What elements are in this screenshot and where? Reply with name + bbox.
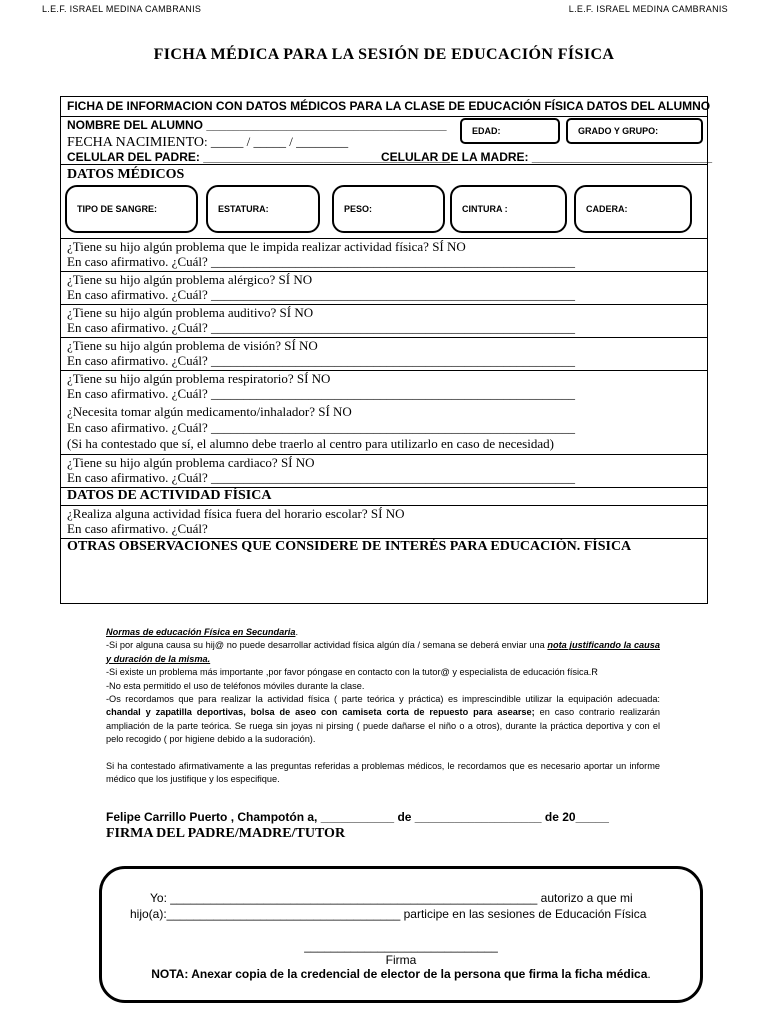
medication-answer-field[interactable]: En caso afirmativo. ¿Cuál? ________________________________________________________ bbox=[67, 420, 576, 435]
question-row-cardiac bbox=[61, 455, 707, 488]
birth-date-label: FECHA NACIMIENTO bbox=[67, 135, 205, 150]
birth-date-blank: : _____ / _____ / ________ bbox=[204, 134, 349, 149]
question-row-hearing bbox=[61, 305, 707, 338]
birth-date-field[interactable] bbox=[67, 133, 348, 151]
form-heading: FICHA DE INFORMACION CON DATOS MÉDICOS PARA LA CLASE DE EDUCACIÓN FÍSICA DATOS DEL ALUMNO bbox=[67, 99, 711, 113]
observations-area[interactable] bbox=[61, 539, 707, 603]
mother-phone-field[interactable]: CELULAR DE LA MADRE: ___________________________ bbox=[381, 150, 713, 164]
question-row-extra-activity bbox=[61, 506, 707, 539]
age-box[interactable]: EDAD: bbox=[460, 118, 560, 144]
blood-type-box[interactable]: TIPO DE SANGRE: bbox=[65, 185, 198, 233]
student-name-field[interactable]: NOMBRE DEL ALUMNO ____________________________________ bbox=[67, 118, 447, 132]
medical-form bbox=[60, 96, 713, 604]
rule-4-equipment: chandal y zapatilla deportivas, bolsa de aseo con camiseta corta de repuesto para asearse; bbox=[106, 707, 535, 718]
father-phone-field[interactable]: CELULAR DEL PADRE: _____________________________________ bbox=[67, 150, 451, 164]
authorization-yo-line[interactable]: Yo: _______________________________________________________ autorizo a que mi bbox=[150, 891, 633, 905]
medication-question: ¿Necesita tomar algún medicamento/inhalador? SÍ NO bbox=[67, 404, 352, 419]
weight-box[interactable]: PESO: bbox=[332, 185, 445, 233]
parent-signature-label: FIRMA DEL PADRE/MADRE/TUTOR bbox=[106, 826, 346, 841]
question-row-vision bbox=[61, 338, 707, 371]
answer-field[interactable]: En caso afirmativo. ¿Cuál? ________________________________________________________ bbox=[67, 353, 576, 368]
question-text: ¿Tiene su hijo algún problema que le impida realizar actividad física? SÍ NO bbox=[67, 239, 466, 254]
answer-field[interactable]: En caso afirmativo. ¿Cuál? bbox=[67, 521, 208, 536]
signature-label: Firma bbox=[385, 953, 417, 967]
medication-note: (Si ha contestado que sí, el alumno debe traerlo al centro para utilizarlo en caso de necesidad) bbox=[67, 436, 554, 451]
rule-4-rest: en caso contrario realizarán ampliación de la parte teórica. Se ruega sin joyas ni pirsing ( puede dañarse el niño o a otros), durante la práctica deportiva y con el pelo recogido ( por higiene debido a la sudoración). bbox=[106, 707, 660, 745]
question-text: ¿Tiene su hijo algún problema alérgico? SÍ NO bbox=[67, 272, 313, 287]
question-text: ¿Tiene su hijo algún problema respiratorio? SÍ NO bbox=[67, 371, 331, 386]
rule-2-text: -Si existe un problema más importante ,por favor póngase en contacto con la tutor@ y especialista de educación física.R bbox=[106, 667, 598, 678]
form-heading-row bbox=[61, 97, 711, 117]
authorization-child-line[interactable]: hijo(a):___________________________________ participe en las sesiones de Educación Física bbox=[130, 907, 647, 921]
question-text: ¿Tiene su hijo algún problema cardiaco? SÍ NO bbox=[67, 455, 315, 470]
header-right: L.E.F. ISRAEL MEDINA CAMBRANIS bbox=[568, 4, 728, 14]
note-text: NOTA: Anexar copia de la credencial de elector de la persona que firma la ficha médica bbox=[151, 967, 648, 981]
observations-title: OTRAS OBSERVACIONES QUE CONSIDERE DE INTERÉS PARA EDUCACIÓN. FÍSICA bbox=[67, 539, 632, 554]
answer-field[interactable]: En caso afirmativo. ¿Cuál? ________________________________________________________ bbox=[67, 254, 576, 269]
activity-title: DATOS DE ACTIVIDAD FÍSICA bbox=[67, 488, 272, 503]
grade-group-box[interactable]: GRADO Y GRUPO: bbox=[566, 118, 703, 144]
note-line bbox=[102, 967, 700, 981]
place-date-line[interactable]: Felipe Carrillo Puerto , Champotón a, ___________ de ___________________ de 20_____ bbox=[106, 810, 609, 824]
waist-box[interactable]: CINTURA : bbox=[450, 185, 567, 233]
question-text: ¿Tiene su hijo algún problema de visión? SÍ NO bbox=[67, 338, 318, 353]
rules-section: Normas de educación Física en Secundaria. -Si por alguna causa su hij@ no puede desarrollar actividad física algún día / semana se deberá enviar una nota justificando la causa y duración de la misma. -Si existe un problema más importante ,por favor póngase en contacto con la tutor@ y especialista de educación física.R -No esta permitido el uso de teléfonos móviles durante la clase. -Os recordamos que para realizar la actividad física ( parte teórica y práctica) es imprescindible utilizar la equipación adecuada: chandal y zapatilla deportivas, bolsa de aseo con camiseta corta de repuesto para asearse; en caso contrario realizarán ampliación de la parte teórica. Se ruega sin joyas ni pirsing ( puede dañarse el niño o a otros), durante la práctica deportiva y con el pelo recogido ( por higiene debido a la sudoración). Si ha contestado afirmativamente a las preguntas referidas a problemas médicos, le recordamos que es necesario aportar un informe médico que los justifique y los especifique. bbox=[106, 626, 660, 786]
rule-4-text: -Os recordamos que para realizar la actividad física ( parte teórica y práctica) es imprescindible utilizar la equipación adecuada: bbox=[106, 694, 660, 705]
question-text: ¿Realiza alguna actividad física fuera del horario escolar? SÍ NO bbox=[67, 506, 405, 521]
hip-box[interactable]: CADERA: bbox=[574, 185, 692, 233]
question-row-allergy bbox=[61, 272, 707, 305]
note-period: . bbox=[647, 967, 651, 981]
answer-field[interactable]: En caso afirmativo. ¿Cuál? ________________________________________________________ bbox=[67, 287, 576, 302]
height-box[interactable]: ESTATURA: bbox=[206, 185, 320, 233]
question-row-activity bbox=[61, 239, 707, 272]
rules-title: Normas de educación Física en Secundaria bbox=[106, 627, 296, 637]
activity-title-row bbox=[61, 488, 707, 506]
answer-field[interactable]: En caso afirmativo. ¿Cuál? ________________________________________________________ bbox=[67, 320, 576, 335]
medical-data-title: DATOS MÉDICOS bbox=[67, 167, 185, 182]
rule-5-text: Si ha contestado afirmativamente a las preguntas referidas a problemas médicos, le recordamos que es necesario aportar un informe médico que los justifique y los especifique. bbox=[106, 760, 660, 785]
question-row-respiratory bbox=[61, 371, 707, 455]
question-text: ¿Tiene su hijo algún problema auditivo? SÍ NO bbox=[67, 305, 314, 320]
answer-field[interactable]: En caso afirmativo. ¿Cuál? ________________________________________________________ bbox=[67, 386, 576, 401]
answer-field[interactable]: En caso afirmativo. ¿Cuál? ________________________________________________________ bbox=[67, 470, 576, 485]
rule-3-text: -No esta permitido el uso de teléfonos móviles durante la clase. bbox=[106, 680, 365, 691]
rule-1-emphasis: nota justificando la causa y duración de la misma. bbox=[106, 640, 660, 664]
header-left: L.E.F. ISRAEL MEDINA CAMBRANIS bbox=[42, 4, 202, 14]
page-title: FICHA MÉDICA PARA LA SESIÓN DE EDUCACIÓN FÍSICA bbox=[153, 46, 615, 63]
signature-line[interactable]: _____________________________ bbox=[304, 939, 498, 953]
authorization-box bbox=[99, 866, 703, 1003]
rule-1-text: -Si por alguna causa su hij@ no puede desarrollar actividad física algún día / semana se deberá enviar una bbox=[106, 640, 548, 651]
